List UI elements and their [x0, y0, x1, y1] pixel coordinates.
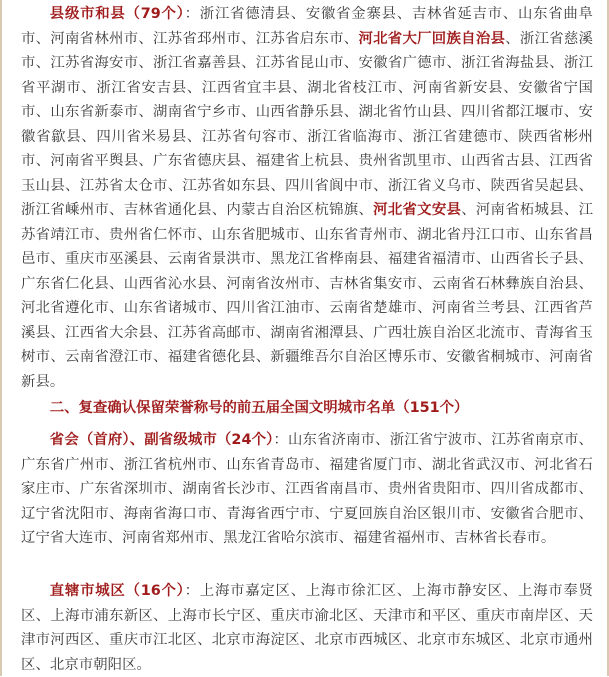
county-list-text-part-3: 、河南省柘城县、江苏省靖江市、贵州省仁怀市、山东省肥城市、山东省青州市、湖北省丹江口市、山东省昌邑市、重庆市巫溪县、云南省景洪市、黑龙江省桦南县、福建省福清市、山西省长子县、广东省仁化县、山西省沁水县、河南省汝州市、吉林省集安市、云南省石林彝族自治县、河北省遵化市、山东省诸城市、四川省江油市、云南省楚雄市、河南省兰考县、江西省芦溪县、江西省大余县、江苏省高邮市、湖南省湘潭县、广西壮族自治区北流市、青海省玉树市、云南省澄江市、福建省德化县、新疆维吾尔自治区博乐市、安徽省桐城市、河南省新县。	[21, 202, 594, 390]
provincial-capital-paragraph	[21, 428, 593, 551]
municipal-district-list-text: ：上海市嘉定区、上海市徐汇区、上海市静安区、上海市奉贤区、上海市浦东新区、上海市长宁区、重庆市渝北区、天津市和平区、重庆市南岸区、天津市河西区、重庆市江北区、北京市海淀区、北京市西城区、北京市东城区、北京市通州区、北京市朝阳区。	[21, 583, 593, 673]
highlight-dachang-county: 河北省大厂回族自治县	[358, 30, 506, 47]
highlight-wenan-county: 河北省文安县	[373, 202, 462, 218]
municipal-district-paragraph	[21, 579, 593, 677]
section-two-heading: 二、复查确认保留荣誉称号的前五届全国文明城市名单（151个）	[49, 400, 469, 416]
county-list-text-part-2: 、浙江省慈溪市、江苏省海安市、浙江省嘉善县、江苏省昆山市、安徽省广德市、浙江省海盐县、浙江省平湖市、浙江省安吉县、江西省宜丰县、湖北省枝江市、河南省新安县、安徽省宁国市、山东省新泰市、湖南省宁乡市、山西省静乐县、湖北省竹山县、四川省都江堰市、安徽省歙县、四川省米易县、江苏省句容市、浙江省临海市、浙江省建德市、陕西省彬州市、河南省平舆县、广东省德庆县、福建省上杭县、贵州省凯里市、山西省古县、江西省玉山县、江苏省太仓市、江苏省如东县、四川省阆中市、浙江省义乌市、陕西省吴起县、浙江省嵊州市、吉林省通化县、内蒙古自治区杭锦旗、	[21, 30, 593, 218]
county-level-paragraph	[21, 2, 593, 394]
provincial-capital-label: 省会（首府）、副省级城市（24个）	[49, 432, 274, 448]
county-list-text-part-1: ：浙江省德清县、安徽省金寨县、吉林省延吉市、山东省曲阜市、河南省林州市、江苏省邳州市、江苏省启东市、	[21, 6, 593, 47]
county-level-label: 县级市和县（79个）	[49, 6, 185, 22]
provincial-capital-list-text: ：山东省济南市、浙江省宁波市、江苏省南京市、广东省广州市、浙江省杭州市、山东省青岛市、福建省厦门市、湖北省武汉市、河北省石家庄市、广东省深圳市、湖南省长沙市、江西省南昌市、贵州省贵阳市、四川省成都市、辽宁省沈阳市、海南省海口市、青海省西宁市、宁夏回族自治区银川市、安徽省合肥市、辽宁省大连市、河南省郑州市、黑龙江省哈尔滨市、福建省福州市、吉林省长春市。	[21, 432, 593, 546]
municipal-district-label: 直辖市城区（16个）	[49, 583, 185, 599]
